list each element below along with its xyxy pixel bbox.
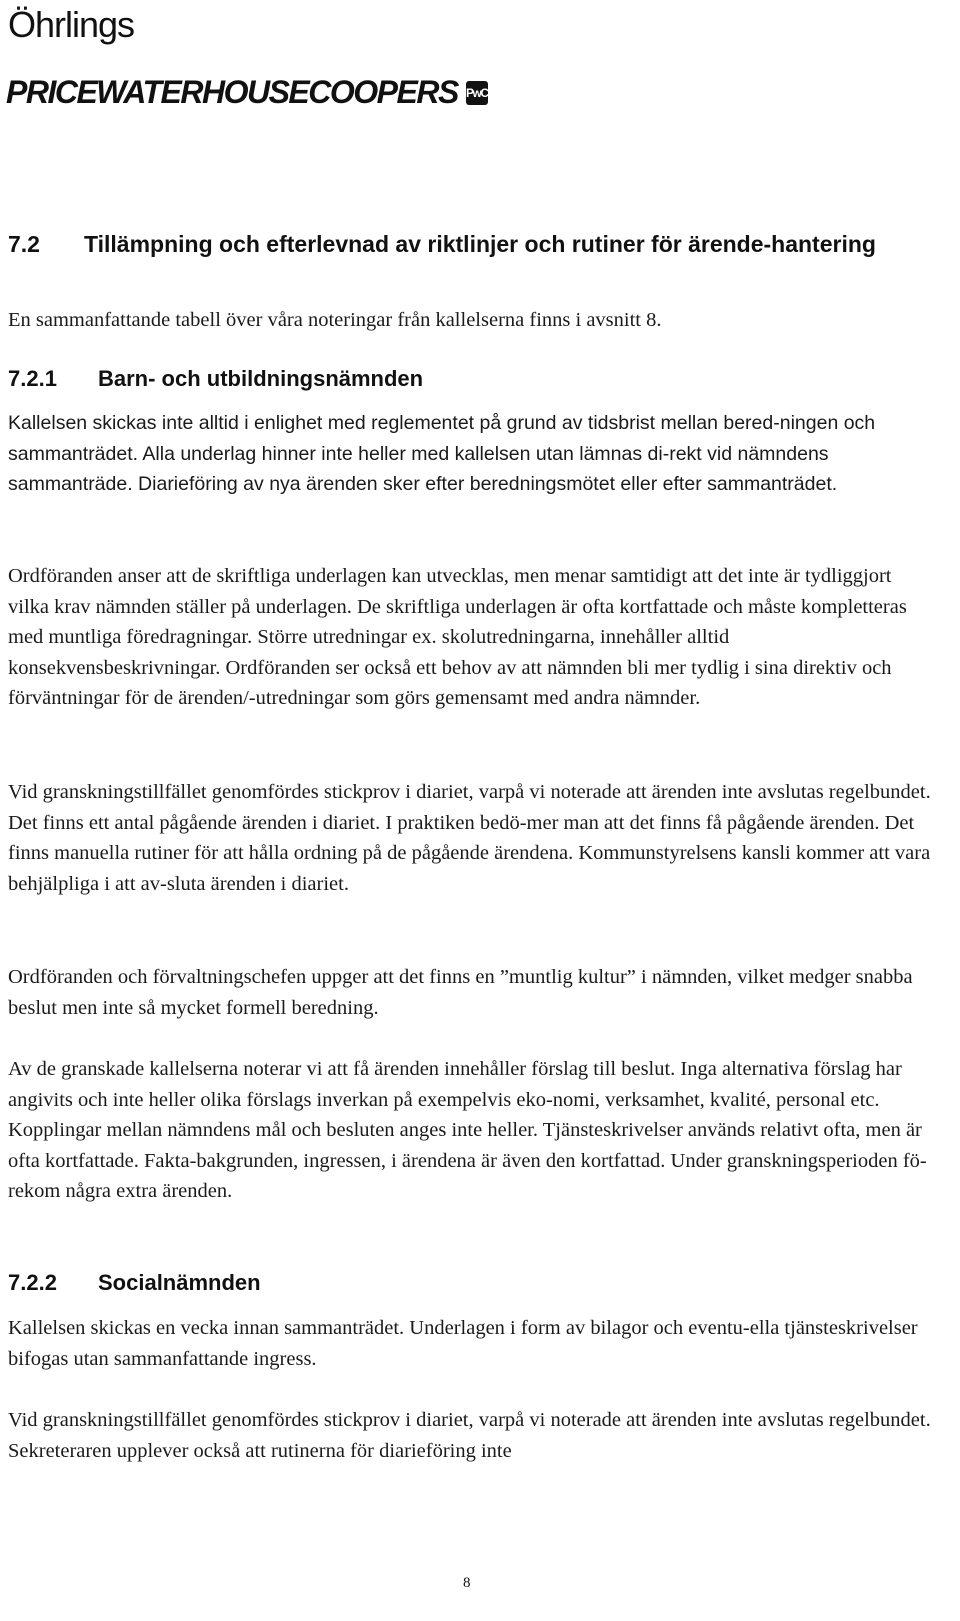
- subsection-number-2: 7.2.2: [8, 1270, 57, 1295]
- subsection-heading-1: [8, 366, 423, 392]
- page-number: 8: [463, 1575, 471, 1591]
- section-intro: En sammanfattande tabell över våra noteringar från kallelserna finns i avsnitt 8.: [8, 309, 662, 331]
- paragraph: Vid granskningstillfället genomfördes stickprov i diariet, varpå vi noterade att ärenden inte avslutas regelbundet. Det finns ett antal pågående ärenden i diariet. I praktiken bedö-mer man att det finns få pågående ärenden. Det finns manuella rutiner för att hålla ordning på de pågående ärendena. Kommunstyrelsens kansli kommer att vara behjälpliga i att av-sluta ärenden i diariet.: [8, 781, 931, 895]
- section-heading: [8, 228, 938, 260]
- subsection-title-2: Socialnämnden: [98, 1270, 261, 1295]
- subsection-title-1: Barn- och utbildningsnämnden: [98, 366, 424, 391]
- pwc-wordmark: PRICEWATERHOUSECOOPERS: [6, 74, 458, 110]
- paragraph: Kallelsen skickas inte alltid i enlighet med reglementet på grund av tidsbrist mellan bered-ningen och sammanträdet. Alla underlag hinner inte heller med kallelsen utan lämnas di-rekt vid nämndens sammanträde. Diarieföring av nya ärenden sker efter beredningsmötet eller efter sammanträdet.: [8, 412, 876, 495]
- subsection-heading-2: [8, 1270, 261, 1296]
- section-title: Tillämpning och efterlevnad av riktlinjer och rutiner för ärende-hantering: [84, 231, 876, 257]
- paragraph: Kallelsen skickas en vecka innan sammanträdet. Underlagen i form av bilagor och eventu-ella tjänsteskrivelser bifogas utan sammanfattande ingress.: [8, 1317, 918, 1370]
- paragraph: Ordföranden anser att de skriftliga underlagen kan utvecklas, men menar samtidigt att det inte är tydliggjort vilka krav nämnden ställer på underlagen. De skriftliga underlagen är ofta kortfattade och måste kompletteras med muntliga föredragningar. Större utredningar ex. skolutredningarna, innehåller alltid konsekvensbeskrivningar. Ordföranden ser också ett behov av att nämnden bli mer tydlig i sina direktiv och förväntningar för de ärenden/-utredningar som görs gemensamt med andra nämnder.: [8, 565, 907, 709]
- firm-logo: Öhrlings: [8, 4, 135, 45]
- section-number: 7.2: [8, 231, 40, 257]
- paragraph: Ordföranden och förvaltningschefen uppger att det finns en ”muntlig kultur” i nämnden, vilket medger snabba beslut men inte så mycket formell beredning.: [8, 966, 913, 1019]
- subsection-number-1: 7.2.1: [8, 366, 57, 391]
- paragraph: Vid granskningstillfället genomfördes stickprov i diariet, varpå vi noterade att ärenden inte avslutas regelbundet. Sekreteraren upplever också att rutinerna för diarieföring inte: [8, 1409, 931, 1462]
- paragraph: Av de granskade kallelserna noterar vi att få ärenden innehåller förslag till beslut. Inga alternativa förslag har angivits och inte heller olika förslags inverkan på exempelvis eko-nomi, verksamhet, kvalité, personal etc. Kopplingar mellan nämndens mål och besluten anges inte heller. Tjänsteskrivelser används relativt ofta, men är ofta kortfattade. Fakta-bakgrunden, ingressen, i ärendena är även den kortfattad. Under granskningsperioden fö-rekom några extra ärenden.: [8, 1058, 927, 1202]
- pwc-logo: [6, 74, 488, 111]
- pwc-mark-icon: PwC: [466, 81, 488, 105]
